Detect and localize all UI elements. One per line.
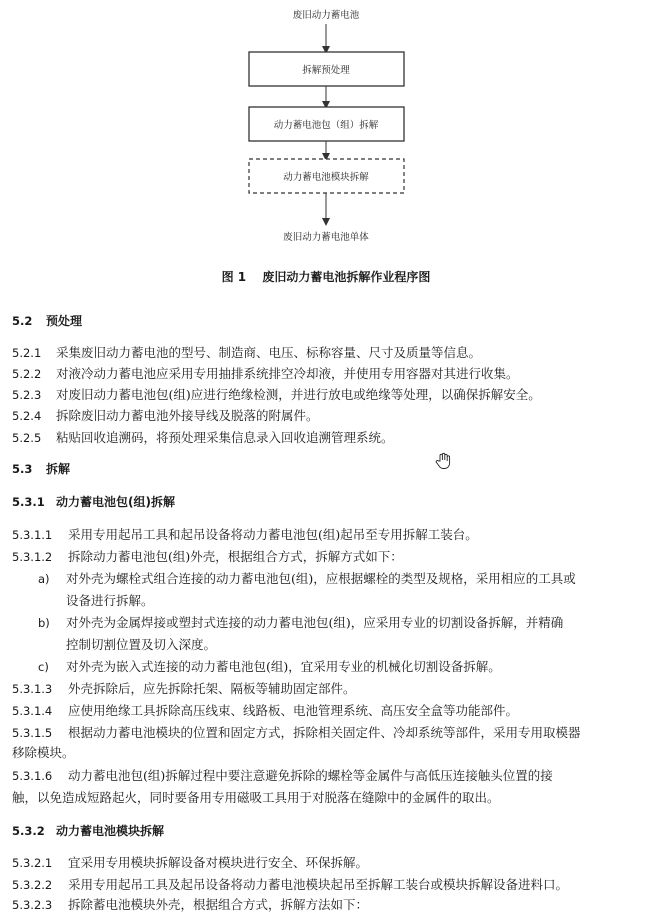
flow-step-label: 拆解预处理 (302, 65, 350, 76)
clause (12, 768, 640, 784)
clause (12, 387, 640, 403)
section-heading (12, 313, 640, 329)
clause-number: 5.3.1.2 (12, 550, 53, 564)
clause-number: 5.3.1.4 (12, 704, 53, 718)
clause-number: 5.3.2.2 (12, 878, 53, 892)
list-item (38, 615, 640, 631)
clause (12, 681, 640, 697)
list-item-label: c) (38, 660, 49, 674)
clause-number: 5.3.1.6 (12, 769, 53, 783)
clause-text: 采用专用起吊工具和起吊设备将动力蓄电池包(组)起吊至专用拆解工装台。 (68, 527, 478, 542)
clause-number: 5.2.5 (12, 431, 42, 445)
flow-step-label: 动力蓄电池包（组）拆解 (273, 120, 379, 131)
clause-text: 采用专用起吊工具及起吊设备将动力蓄电池模块起吊至拆解工装台或模块拆解设备进料口。 (68, 877, 569, 892)
clause-text: 对液冷动力蓄电池应采用专用抽排系统排空冷却液，并使用专用容器对其进行收集。 (56, 366, 519, 381)
clause-text: 应使用绝缘工具拆除高压线束、线路板、电池管理系统、高压安全盒等功能部件。 (68, 703, 519, 718)
clause-text: 采集废旧动力蓄电池的型号、制造商、电压、标称容量、尺寸及质量等信息。 (56, 345, 482, 360)
list-item-text: 对外壳为金属焊接或塑封式连接的动力蓄电池包(组)，应采用专业的切割设备拆解，并精确 (66, 615, 564, 630)
clause-number: 5.2.3 (12, 388, 42, 402)
clause (12, 725, 640, 741)
flow-step-label: 动力蓄电池模块拆解 (283, 172, 369, 183)
section-title: 预处理 (46, 314, 83, 328)
clause (12, 549, 640, 565)
figure-title: 废旧动力蓄电池拆解作业程序图 (262, 270, 431, 284)
section-number: 5.3.1 (12, 495, 45, 509)
list-item-text: 对外壳为嵌入式连接的动力蓄电池包(组)，宜采用专业的机械化切割设备拆解。 (66, 659, 501, 674)
clause (12, 408, 640, 424)
flow-start-label: 废旧动力蓄电池 (292, 10, 360, 21)
clause-number: 5.2.4 (12, 409, 42, 423)
section-title: 拆解 (46, 462, 71, 476)
clause (12, 527, 640, 543)
list-item-continuation: 设备进行拆解。 (66, 593, 154, 608)
process-flowchart (0, 0, 652, 260)
clause (12, 855, 640, 871)
clause (12, 703, 640, 719)
clause-number: 5.3.2.3 (12, 898, 53, 912)
list-item-continuation: 控制切割位置及切入深度。 (66, 637, 217, 652)
clause-number: 5.2.2 (12, 367, 42, 381)
figure-caption (0, 268, 652, 285)
list-item-label: b) (38, 616, 50, 630)
section-heading (12, 461, 640, 477)
clause-continuation: 移除模块。 (12, 745, 75, 760)
flow-end-label: 废旧动力蓄电池单体 (283, 232, 369, 243)
hand-cursor-icon (434, 452, 452, 470)
list-item-text: 对外壳为螺栓式组合连接的动力蓄电池包(组)，应根据螺栓的类型及规格，采用相应的工具或 (66, 571, 576, 586)
clause-text: 拆除废旧动力蓄电池外接导线及脱落的附属件。 (56, 408, 319, 423)
clause-text: 对废旧动力蓄电池包(组)应进行绝缘检测，并进行放电或绝缘等处理，以确保拆解安全。 (56, 387, 541, 402)
clause-text: 动力蓄电池包(组)拆解过程中要注意避免拆除的螺栓等金属件与高低压连接触头位置的接 (68, 768, 553, 783)
clause-text: 根据动力蓄电池模块的位置和固定方式，拆除相关固定件、冷却系统等部件，采用专用取模器 (68, 725, 581, 740)
section-number: 5.2 (12, 314, 33, 328)
clause (12, 366, 640, 382)
clause (12, 897, 640, 913)
clause-text: 拆除动力蓄电池包(组)外壳，根据组合方式，拆解方式如下： (68, 549, 403, 564)
clause-number: 5.3.1.1 (12, 528, 53, 542)
list-item (38, 659, 640, 675)
section-title: 动力蓄电池模块拆解 (56, 824, 165, 838)
clause-number: 5.3.2.1 (12, 856, 53, 870)
figure-label: 图 1 (221, 270, 247, 284)
section-number: 5.3.2 (12, 824, 45, 838)
section-number: 5.3 (12, 462, 33, 476)
clause-text: 外壳拆除后，应先拆除托架、隔板等辅助固定部件。 (68, 681, 356, 696)
section-title: 动力蓄电池包(组)拆解 (56, 495, 175, 509)
list-item-label: a) (38, 572, 50, 586)
clause-text: 粘贴回收追溯码，将预处理采集信息录入回收追溯管理系统。 (56, 430, 394, 445)
clause-text: 宜采用专用模块拆解设备对模块进行安全、环保拆解。 (68, 855, 369, 870)
clause (12, 345, 640, 361)
clause-number: 5.3.1.5 (12, 726, 53, 740)
clause (12, 430, 640, 446)
clause-number: 5.2.1 (12, 346, 42, 360)
clause (12, 877, 640, 893)
clause-text: 拆除蓄电池模块外壳，根据组合方式，拆解方法如下： (68, 897, 369, 912)
clause-continuation: 触，以免造成短路起火，同时要备用专用磁吸工具用于对脱落在缝隙中的金属件的取出。 (12, 790, 500, 805)
subsection-heading (12, 823, 640, 839)
list-item (38, 571, 640, 587)
subsection-heading (12, 494, 640, 510)
clause-number: 5.3.1.3 (12, 682, 53, 696)
